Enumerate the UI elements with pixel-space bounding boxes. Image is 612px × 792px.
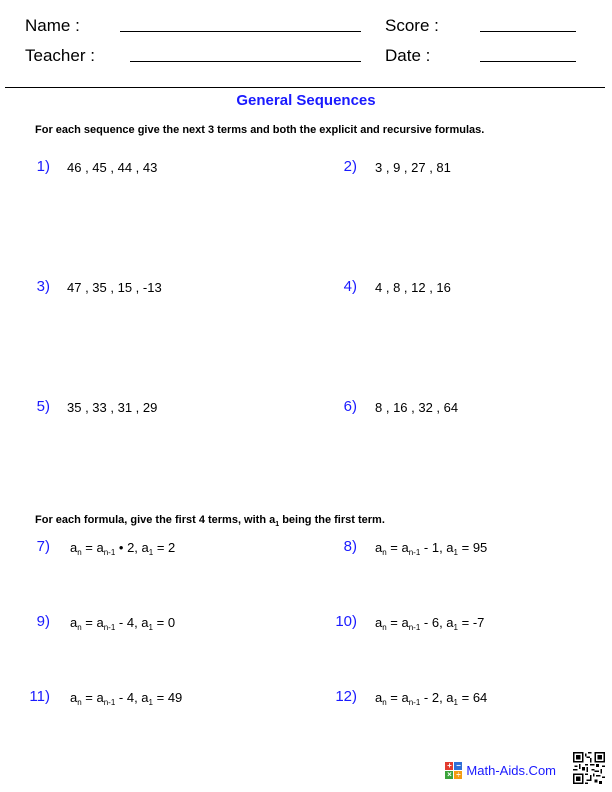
score-field-line[interactable] <box>480 31 576 32</box>
name-field-line[interactable] <box>120 31 361 32</box>
problem-sequence: 3 , 9 , 27 , 81 <box>375 160 451 175</box>
problem-number: 9) <box>36 613 50 630</box>
problem-number: 7) <box>36 538 50 555</box>
site-name: Math-Aids.Com <box>466 763 556 778</box>
problem-number: 4) <box>343 278 357 295</box>
problem-number: 11) <box>29 688 50 705</box>
recursive-formula: $a_n = a_{n-1} - 1$, $a_1 = 95$ <box>375 540 488 557</box>
section2-instruction: For each formula, give the first 4 terms, with $a_1$ being the first term. <box>35 514 385 529</box>
worksheet-title: General Sequences <box>236 92 376 109</box>
problem-number: 8) <box>343 538 357 555</box>
recursive-formula: $a_n = a_{n-1} - 4$, $a_1 = 0$ <box>70 615 176 632</box>
problem-sequence: 35 , 33 , 31 , 29 <box>67 400 158 415</box>
header-divider <box>5 87 605 88</box>
problem-number: 3) <box>36 278 50 295</box>
section1-instruction: For each sequence give the next 3 terms and both the explicit and recursive formulas. <box>35 124 485 136</box>
problem-sequence: 8 , 16 , 32 , 64 <box>375 400 459 415</box>
recursive-formula: $a_n = a_{n-1} - 4$, $a_1 = 49$ <box>70 690 183 707</box>
problem-number: 1) <box>36 158 50 175</box>
recursive-formula: $a_n = a_{n-1} - 6$, $a_1 = -7$ <box>375 615 485 632</box>
score-label: Score : <box>385 16 439 35</box>
name-label: Name : <box>25 16 80 35</box>
problem-sequence: 4 , 8 , 12 , 16 <box>375 280 451 295</box>
calculator-icon: + − × ÷ <box>447 761 461 779</box>
qr-code-icon <box>573 752 605 784</box>
recursive-formula: $a_n = a_{n-1} - 2$, $a_1 = 64$ <box>375 690 488 707</box>
problem-number: 5) <box>36 398 50 415</box>
date-label: Date : <box>385 46 431 65</box>
problem-number: 10) <box>335 613 357 630</box>
problem-sequence: 46 , 45 , 44 , 43 <box>67 160 158 175</box>
teacher-label: Teacher : <box>25 46 95 65</box>
site-logo[interactable] <box>445 762 556 779</box>
problem-number: 6) <box>343 398 357 415</box>
teacher-field-line[interactable] <box>130 61 361 62</box>
date-field-line[interactable] <box>480 61 576 62</box>
problem-number: 12) <box>335 688 357 705</box>
recursive-formula: $a_n = a_{n-1}$ • 2, $a_1 = 2$ <box>70 540 176 557</box>
problem-sequence: 47 , 35 , 15 , -13 <box>67 280 162 295</box>
problem-number: 2) <box>343 158 357 175</box>
